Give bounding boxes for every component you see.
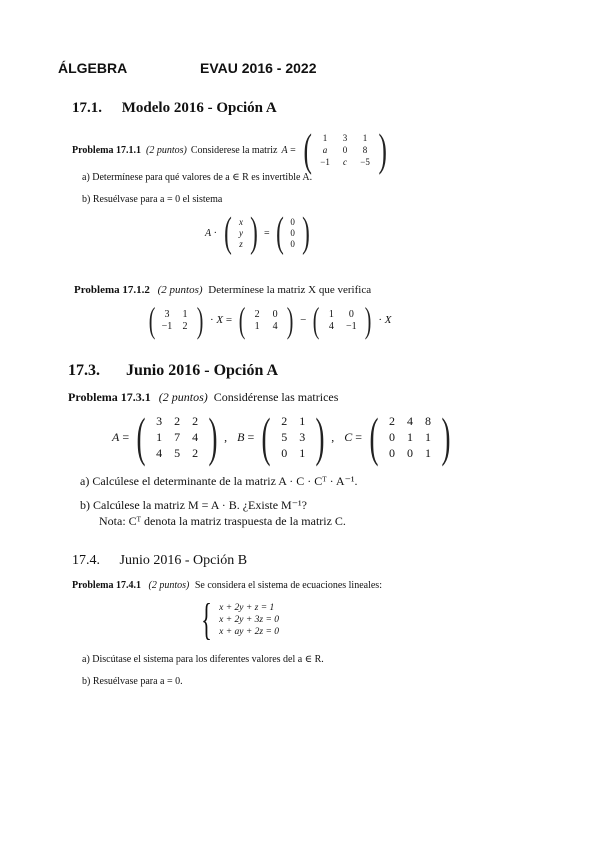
product-x: · X [378, 314, 392, 326]
cell: 0 [388, 429, 395, 444]
equation-3: x + ay + 2z = 0 [219, 627, 279, 637]
section-heading-17-4 [72, 553, 247, 569]
problem-17-4-1 [72, 580, 382, 591]
matrix-m1 [146, 302, 206, 338]
section-heading-17-1 [72, 100, 277, 117]
problem-points: (2 puntos) [148, 580, 190, 591]
matrix-cells [248, 309, 284, 332]
item-b-17-1-1: b) Resuélvase para a = 0 el sistema [82, 194, 223, 205]
right-paren: ) [250, 210, 258, 256]
problem-points: (2 puntos) [145, 144, 187, 156]
problem-17-3-1 [68, 390, 338, 405]
equation-17-1-2 [146, 302, 392, 338]
cell: 2 [388, 413, 395, 428]
cell: 2 [254, 308, 260, 320]
cell: 0 [348, 308, 354, 320]
matrix-m2 [236, 302, 296, 338]
right-paren: ) [441, 407, 451, 467]
cell: 2 [192, 413, 199, 428]
cell: 0 [342, 145, 348, 155]
header-left: ÁLGEBRA [58, 60, 128, 76]
problem-text: Considérense las matrices [213, 390, 339, 404]
cell: 0 [290, 239, 295, 249]
problem-label: Problema 17.3.1 [68, 390, 151, 404]
cell: 0 [290, 228, 295, 238]
matrix-C [365, 407, 455, 467]
section-number: 17.4. [72, 553, 100, 568]
label-C: C = [344, 429, 362, 444]
cell: y [238, 228, 243, 238]
right-paren: ) [315, 407, 325, 467]
left-paren: ( [303, 124, 312, 175]
cell: x [238, 217, 243, 227]
label-B: B = [237, 429, 255, 444]
vector-xyz [221, 212, 261, 254]
matrix-cells [150, 414, 204, 461]
section-title: Junio 2016 - Opción A [126, 362, 279, 379]
cell: 1 [406, 429, 413, 444]
left-paren: ( [224, 210, 232, 256]
left-paren: ( [369, 407, 379, 467]
vector-cells [287, 217, 299, 249]
right-paren: ) [196, 300, 204, 340]
cell: 3 [342, 133, 348, 143]
matrix-A-17-1-1 [300, 124, 391, 175]
cell: 1 [156, 429, 163, 444]
cell: 4 [328, 320, 334, 332]
left-paren: ( [275, 210, 284, 256]
matrices-17-3-1 [112, 407, 455, 467]
cell: −1 [320, 157, 330, 167]
comma: , [224, 429, 228, 444]
cell: 2 [192, 445, 199, 460]
cell: 2 [281, 413, 288, 428]
matrix-cells [383, 414, 437, 461]
cell: 3 [164, 308, 170, 320]
cell: 8 [362, 145, 368, 155]
minus-sign: − [300, 314, 307, 326]
cell: 1 [362, 133, 368, 143]
matrix-cells [275, 414, 311, 461]
section-number: 17.3. [68, 362, 100, 379]
problem-label: Problema 17.4.1 [72, 580, 141, 591]
cell: 0 [406, 445, 413, 460]
left-paren: ( [148, 300, 156, 340]
item-a-17-3-1: a) Calcúlese el determinante de la matriz A · C · Cᵀ · A⁻¹. [80, 474, 358, 488]
right-paren: ) [208, 407, 218, 467]
matrix-A [132, 407, 222, 467]
section-number: 17.1. [72, 100, 102, 116]
matrix-B [257, 407, 329, 467]
problem-label: Problema 17.1.1 [72, 144, 141, 156]
cell: 0 [388, 445, 395, 460]
cell: 1 [328, 308, 334, 320]
right-paren: ) [286, 300, 294, 340]
system-17-1-1 [205, 212, 313, 254]
label-A: A = [112, 429, 130, 444]
note-17-3-1: Nota: Cᵀ denota la matriz traspuesta de la matriz C. [99, 514, 346, 528]
problem-text: Determínese la matriz X que verifica [208, 284, 372, 296]
cell: 5 [281, 429, 288, 444]
item-b-17-4-1: b) Resuélvase para a = 0. [82, 676, 183, 687]
item-a-17-1-1: a) Determínese para qué valores de a ∈ R es invertible A. [82, 172, 313, 183]
left-paren: ( [136, 407, 146, 467]
cell: 0 [290, 217, 295, 227]
comma: , [331, 429, 335, 444]
linear-system-17-4-1 [196, 595, 279, 644]
product-x-equals: · X = [210, 314, 233, 326]
section-title: Modelo 2016 - Opción A [121, 100, 277, 116]
cell: −1 [161, 320, 173, 332]
cell: 0 [272, 308, 278, 320]
cell: 4 [192, 429, 199, 444]
problem-points: (2 puntos) [157, 284, 203, 296]
cell: 4 [406, 413, 413, 428]
cell: 1 [322, 133, 328, 143]
problem-text: Considerese la matriz [190, 144, 278, 156]
left-paren: ( [261, 407, 271, 467]
problem-17-1-2 [74, 284, 371, 296]
cell: 3 [299, 429, 306, 444]
matrix-m3 [310, 302, 374, 338]
cell: 1 [299, 413, 306, 428]
problem-17-1-1 [72, 124, 390, 175]
cell: 2 [182, 320, 188, 332]
problem-text: Se considera el sistema de ecuaciones lineales: [194, 580, 382, 591]
cell: 4 [272, 320, 278, 332]
equals-sign: = [263, 227, 270, 239]
equation-2: x + 2y + 3z = 0 [219, 615, 279, 625]
cell: 0 [281, 445, 288, 460]
vector-cells [235, 217, 247, 249]
right-paren: ) [301, 210, 310, 256]
cell: 7 [174, 429, 181, 444]
cell: 1 [299, 445, 306, 460]
cell: 1 [424, 429, 431, 444]
right-paren: ) [378, 124, 387, 175]
cell: 3 [156, 413, 163, 428]
item-b-17-3-1: b) Calcúlese la matriz M = A · B. ¿Existe M⁻¹? [80, 498, 307, 512]
cell: −5 [360, 157, 370, 167]
matrix-symbol: A = [281, 144, 296, 156]
matrix-cells [315, 133, 375, 167]
cell: 5 [174, 445, 181, 460]
matrix-cells [158, 309, 194, 332]
item-a-17-4-1: a) Discútase el sistema para los diferentes valores del a ∈ R. [82, 654, 324, 665]
problem-label: Problema 17.1.2 [74, 284, 150, 296]
problem-points: (2 puntos) [158, 390, 208, 404]
cell: 2 [174, 413, 181, 428]
left-paren: ( [238, 300, 246, 340]
cell: 8 [424, 413, 431, 428]
right-paren: ) [365, 300, 372, 340]
vector-zero [273, 212, 313, 254]
equations [219, 603, 279, 637]
cell: z [239, 239, 243, 249]
cell: 4 [156, 445, 163, 460]
header-right: EVAU 2016 - 2022 [200, 60, 317, 76]
cell: −1 [346, 320, 357, 332]
cell: a [322, 145, 328, 155]
cell: 1 [254, 320, 260, 332]
left-brace: { [201, 595, 212, 644]
left-paren: ( [313, 300, 320, 340]
cell: 1 [182, 308, 188, 320]
cell: c [343, 157, 348, 167]
matrix-cells [322, 309, 362, 332]
matrix-symbol: A · [205, 227, 217, 239]
section-title: Junio 2016 - Opción B [119, 553, 248, 568]
cell: 1 [424, 445, 431, 460]
equation-1: x + 2y + z = 1 [219, 603, 275, 613]
section-heading-17-3 [68, 362, 278, 380]
